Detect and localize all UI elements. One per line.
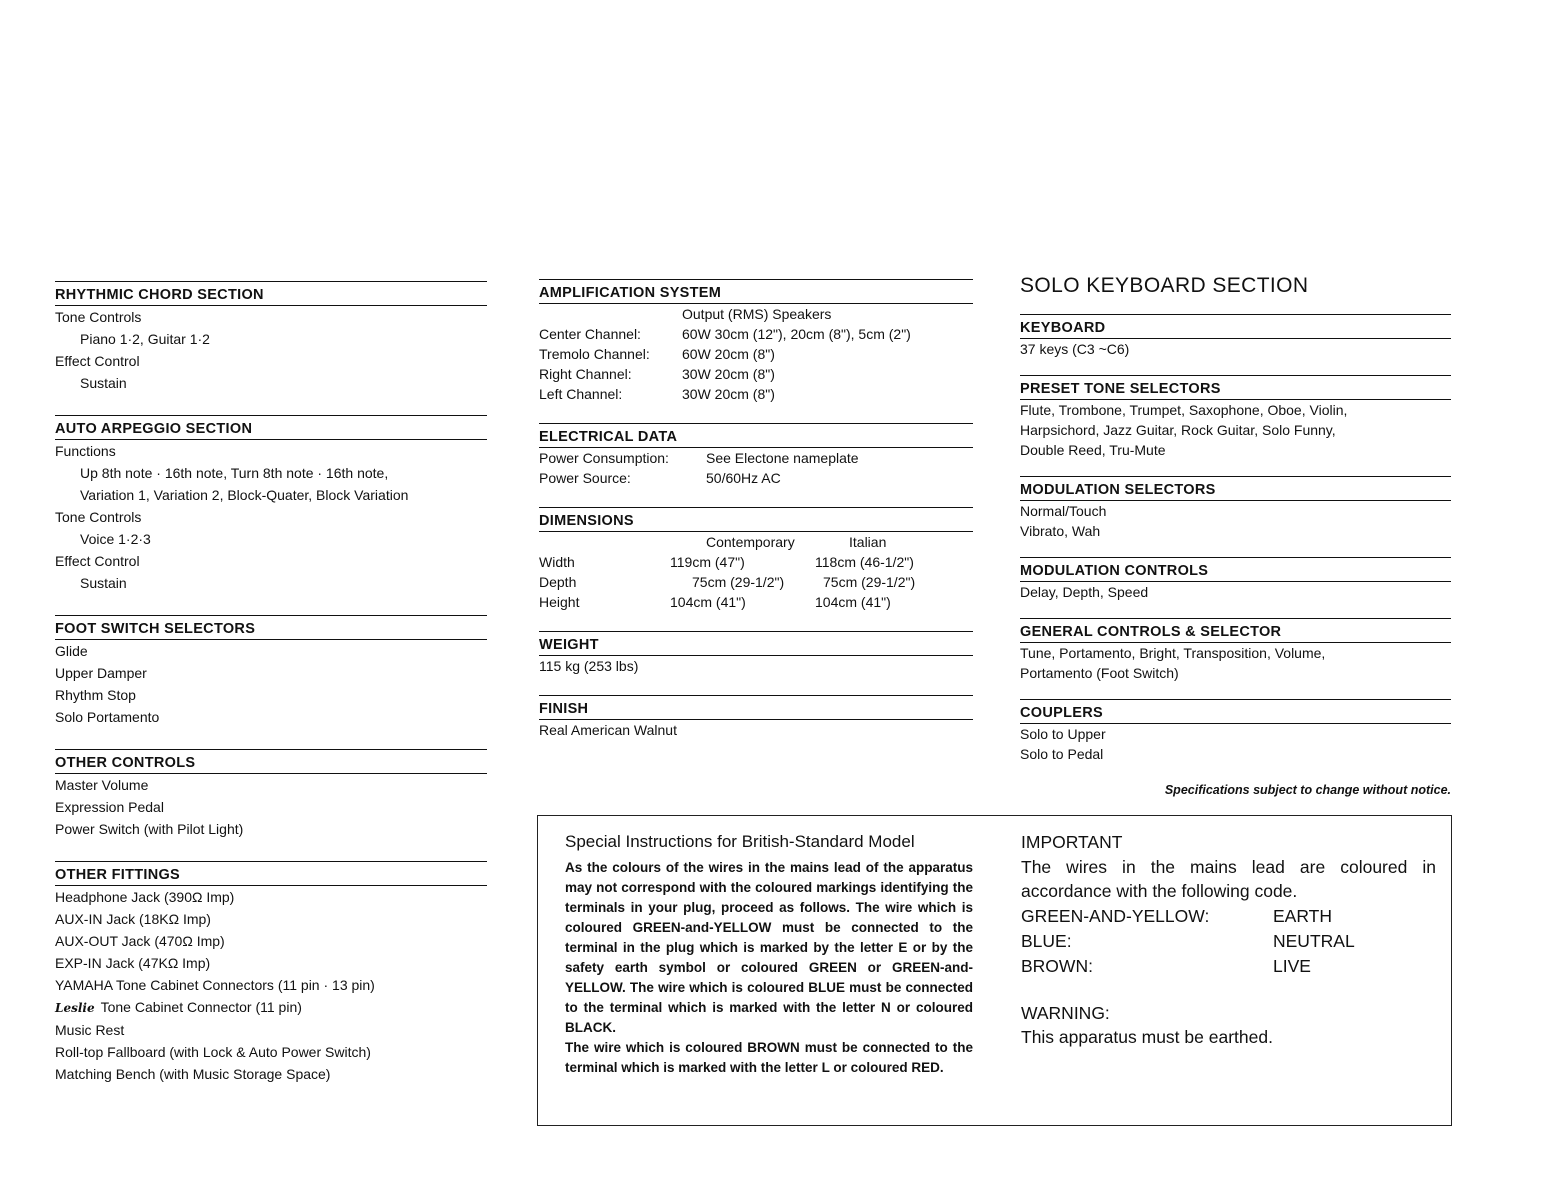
row-label: Height [539, 594, 580, 610]
row-value: 75cm (29-1/2") [823, 574, 916, 590]
list-item [55, 996, 487, 1019]
wire-color: GREEN-AND-YELLOW: [1021, 905, 1210, 926]
table-row [539, 324, 973, 344]
weight-value: 115 kg (253 lbs) [539, 658, 639, 674]
section-heading: WEIGHT [539, 631, 973, 656]
list-item: AUX-OUT Jack (470Ω Imp) [55, 933, 225, 949]
wire-color: BLUE: [1021, 930, 1072, 951]
rhythmic-chord-section [55, 281, 487, 394]
row-label: Power Source: [539, 470, 631, 486]
other-fittings-section [55, 861, 487, 1085]
row-value: 118cm (46-1/2") [815, 554, 914, 570]
keyboard-section [1020, 314, 1451, 359]
special-instructions-body-2: The wire which is coloured BROWN must be connected to the terminal which is marked with the letter L or coloured RED. [565, 1040, 973, 1075]
row-value: 104cm (41") [670, 594, 746, 610]
couplers-section [1020, 699, 1451, 764]
keyboard-value: 37 keys (C3 ~C6) [1020, 341, 1130, 357]
section-heading: OTHER FITTINGS [55, 861, 487, 886]
row-label: Width [539, 554, 575, 570]
section-heading: COUPLERS [1020, 699, 1451, 724]
table-row [539, 468, 973, 488]
wire-code-row [1021, 904, 1436, 929]
list-item: Power Switch (with Pilot Light) [55, 821, 244, 837]
list-item: Harpsichord, Jazz Guitar, Rock Guitar, Solo Funny, [1020, 422, 1336, 438]
list-item: Portamento (Foot Switch) [1020, 665, 1179, 681]
electrical-section [539, 423, 973, 488]
list-item: Music Rest [55, 1022, 125, 1038]
list-item: Double Reed, Tru-Mute [1020, 442, 1166, 458]
list-item: Expression Pedal [55, 799, 164, 815]
finish-section [539, 695, 973, 740]
wire-code-row [1021, 954, 1436, 979]
important-text: The wires in the mains lead are coloured in accordance with the following code. [1021, 856, 1436, 901]
special-instructions [565, 830, 973, 1078]
solo-keyboard-title: SOLO KEYBOARD SECTION [1020, 274, 1309, 297]
wire-code-row [1021, 929, 1436, 954]
list-item: Variation 1, Variation 2, Block-Quater, Block Variation [80, 487, 409, 503]
table-row [539, 344, 973, 364]
foot-switch-section [55, 615, 487, 728]
list-item: Flute, Trombone, Trumpet, Saxophone, Oboe, Violin, [1020, 402, 1348, 418]
wire-terminal: LIVE [1273, 955, 1311, 976]
row-value: 119cm (47") [670, 554, 745, 570]
section-heading: MODULATION SELECTORS [1020, 476, 1451, 501]
list-item: Rhythm Stop [55, 687, 136, 703]
section-heading: AUTO ARPEGGIO SECTION [55, 415, 487, 440]
row-value: 30W 20cm (8") [682, 386, 775, 402]
list-item: Functions [55, 443, 116, 459]
section-heading: KEYBOARD [1020, 314, 1451, 339]
section-heading: DIMENSIONS [539, 507, 973, 532]
row-label: Left Channel: [539, 386, 623, 402]
section-heading: FOOT SWITCH SELECTORS [55, 615, 487, 640]
list-item: Effect Control [55, 553, 140, 569]
list-item: Solo to Upper [1020, 726, 1106, 742]
list-item: Vibrato, Wah [1020, 523, 1101, 539]
row-value: 75cm (29-1/2") [692, 574, 785, 590]
section-heading: AMPLIFICATION SYSTEM [539, 279, 973, 304]
column-header: Output (RMS) Speakers [682, 306, 832, 322]
list-item: Up 8th note · 16th note, Turn 8th note · 16th note, [80, 465, 389, 481]
general-controls-section [1020, 618, 1451, 683]
row-value: 60W 30cm (12"), 20cm (8"), 5cm (2") [682, 326, 911, 342]
row-label: Tremolo Channel: [539, 346, 650, 362]
right-column [1020, 274, 1451, 797]
section-heading: FINISH [539, 695, 973, 720]
column-header-italian: Italian [849, 534, 887, 550]
other-controls-section [55, 749, 487, 840]
british-standard-instructions-box [537, 815, 1452, 1126]
section-heading: ELECTRICAL DATA [539, 423, 973, 448]
modulation-selectors-section [1020, 476, 1451, 541]
middle-column [539, 279, 973, 740]
list-item: Matching Bench (with Music Storage Space) [55, 1066, 331, 1082]
row-label: Depth [539, 574, 577, 590]
list-item: Sustain [80, 575, 127, 591]
important-notice [1021, 830, 1436, 1050]
list-item: Tone Controls [55, 509, 142, 525]
dimensions-section [539, 507, 973, 612]
list-item: EXP-IN Jack (47KΩ Imp) [55, 955, 211, 971]
table-row [539, 552, 973, 572]
warning-title: WARNING: [1021, 1002, 1110, 1023]
list-item: Tune, Portamento, Bright, Transposition, Volume, [1020, 645, 1326, 661]
table-row [539, 592, 973, 612]
list-item-text: Tone Cabinet Connector (11 pin) [100, 999, 302, 1015]
list-item: Voice 1·2·3 [80, 531, 151, 547]
row-value: 50/60Hz AC [706, 470, 781, 486]
row-label: Power Consumption: [539, 450, 669, 466]
weight-section [539, 631, 973, 676]
list-item: Solo Portamento [55, 709, 160, 725]
list-item: Upper Damper [55, 665, 147, 681]
section-heading: RHYTHMIC CHORD SECTION [55, 281, 487, 306]
auto-arpeggio-section [55, 415, 487, 594]
preset-tone-section [1020, 375, 1451, 460]
special-instructions-body: As the colours of the wires in the mains lead of the apparatus may not correspond with the coloured markings identifying the terminals in your plug, proceed as follows. The wire which is coloured GREEN-and-YELLOW must be connected to the terminal in the plug which is marked by the letter E or by the safety earth symbol or coloured GREEN or GREEN-and-YELLOW. The wire which is coloured BLUE must be connected to the terminal which is marked with the letter N or coloured BLACK. [565, 860, 973, 1035]
left-column [55, 281, 487, 1085]
list-item: Glide [55, 643, 88, 659]
list-item: Sustain [80, 375, 127, 391]
row-value: See Electone nameplate [706, 450, 859, 466]
wire-terminal: EARTH [1273, 905, 1332, 926]
section-heading: OTHER CONTROLS [55, 749, 487, 774]
table-row [539, 572, 973, 592]
row-label: Right Channel: [539, 366, 632, 382]
modulation-controls-section [1020, 557, 1451, 602]
list-item: Headphone Jack (390Ω Imp) [55, 889, 235, 905]
warning-text: This apparatus must be earthed. [1021, 1027, 1273, 1047]
table-row [539, 364, 973, 384]
section-heading: GENERAL CONTROLS & SELECTOR [1020, 618, 1451, 643]
column-header-contemporary: Contemporary [706, 534, 795, 550]
finish-value: Real American Walnut [539, 722, 677, 738]
section-heading: MODULATION CONTROLS [1020, 557, 1451, 582]
column-header [539, 532, 973, 552]
list-item: YAMAHA Tone Cabinet Connectors (11 pin · 13 pin) [55, 977, 375, 993]
list-item: Master Volume [55, 777, 149, 793]
important-title: IMPORTANT [1021, 832, 1123, 852]
specifications-notice: Specifications subject to change without notice. [1164, 783, 1451, 797]
list-item: Piano 1·2, Guitar 1·2 [80, 331, 210, 347]
list-item: Roll-top Fallboard (with Lock & Auto Power Switch) [55, 1044, 371, 1060]
row-value: 30W 20cm (8") [682, 366, 775, 382]
list-item: AUX-IN Jack (18KΩ Imp) [55, 911, 211, 927]
list-item: Effect Control [55, 353, 140, 369]
special-instructions-title: Special Instructions for British-Standard Model [565, 832, 915, 851]
row-value: 60W 20cm (8") [682, 346, 775, 362]
list-item: Normal/Touch [1020, 503, 1107, 519]
row-value: 104cm (41") [815, 594, 891, 610]
table-row [539, 384, 973, 404]
section-heading: PRESET TONE SELECTORS [1020, 375, 1451, 400]
row-label: Center Channel: [539, 326, 641, 342]
list-item: Delay, Depth, Speed [1020, 584, 1149, 600]
list-item: Solo to Pedal [1020, 746, 1104, 762]
table-row [539, 448, 973, 468]
wire-terminal: NEUTRAL [1273, 930, 1355, 951]
amplification-section [539, 279, 973, 404]
wire-color: BROWN: [1021, 955, 1093, 976]
leslie-logo: Leslie [55, 1001, 95, 1015]
list-item: Tone Controls [55, 309, 142, 325]
